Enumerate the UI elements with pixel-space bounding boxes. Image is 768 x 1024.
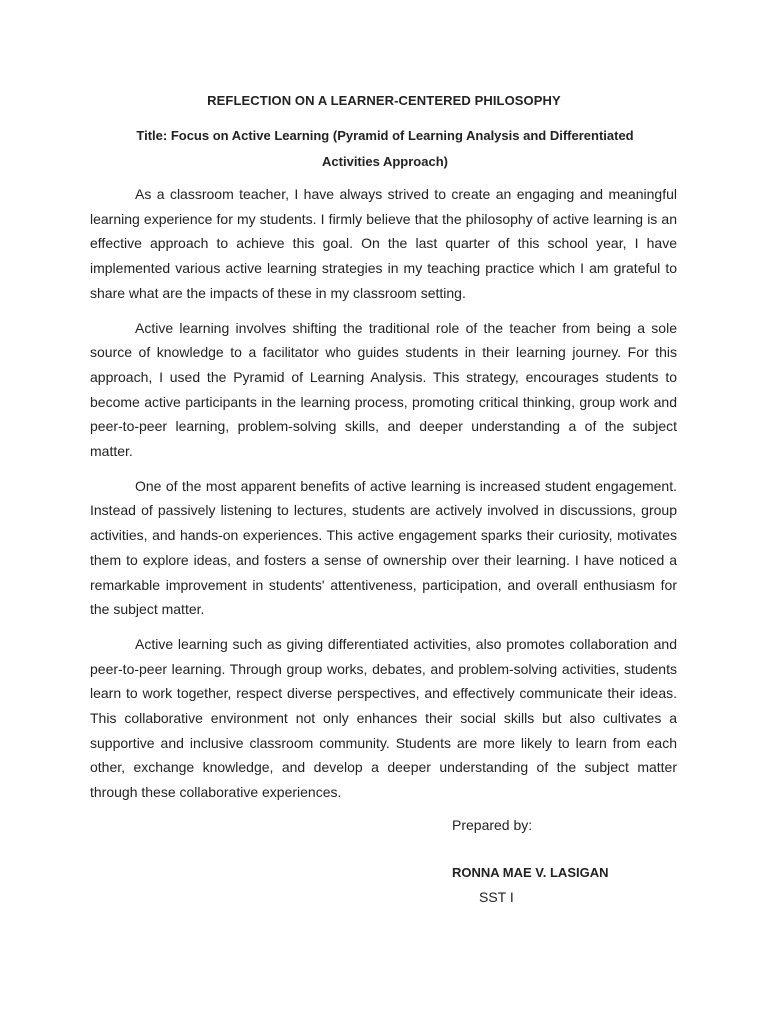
- document-body: [90, 182, 677, 815]
- document-title: Title: Focus on Active Learning (Pyramid of Learning Analysis and Differentiated Activities Approach): [136, 128, 634, 169]
- author-name: RONNA MAE V. LASIGAN: [452, 865, 609, 880]
- paragraph-4: Active learning such as giving differentiated activities, also promotes collaboration and peer-to-peer learning. Through group works, debates, and problem-solving activities, students learn to work together, respect diverse perspectives, and effectively communicate their ideas. This collaborative environment not only enhances their social skills but also cultivates a supportive and inclusive classroom community. Students are more likely to learn from each other, exchange knowledge, and develop a deeper understanding of the subject matter through these collaborative experiences.: [90, 635, 677, 801]
- author-role: SST I: [479, 889, 514, 905]
- paragraph-1: As a classroom teacher, I have always strived to create an engaging and meaningful learning experience for my students. I firmly believe that the philosophy of active learning is an effective approach to achieve this goal. On the last quarter of this school year, I have implemented various active learning strategies in my teaching practice which I am grateful to share what are the impacts of these in my classroom setting.: [90, 186, 677, 301]
- prepared-by-label: Prepared by:: [452, 817, 533, 833]
- paragraph-3: One of the most apparent benefits of active learning is increased student engagement. Instead of passively listening to lectures, students are actively involved in discussions, group activities, and hands-on experiences. This active engagement sparks their curiosity, motivates them to explore ideas, and fosters a sense of ownership over their learning. I have noticed a remarkable improvement in students' attentiveness, participation, and overall enthusiasm for the subject matter.: [90, 477, 677, 618]
- document-heading: REFLECTION ON A LEARNER-CENTERED PHILOSOPHY: [207, 93, 561, 108]
- paragraph-2: Active learning involves shifting the traditional role of the teacher from being a sole source of knowledge to a facilitator who guides students in their learning journey. For this approach, I used the Pyramid of Learning Analysis. This strategy, encourages students to become active participants in the learning process, promoting critical thinking, group work and peer-to-peer learning, problem-solving skills, and deeper understanding a of the subject matter.: [90, 319, 677, 460]
